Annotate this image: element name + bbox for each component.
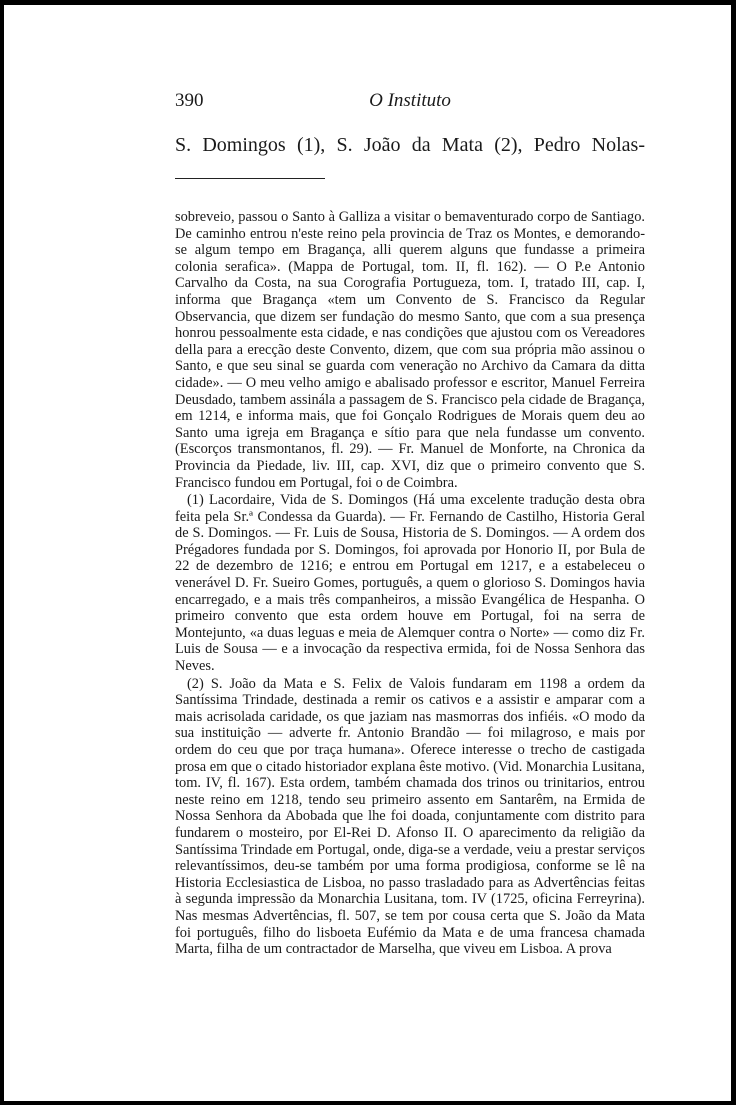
page-header xyxy=(175,90,645,114)
page-number: 390 xyxy=(175,90,204,111)
scan-border-top xyxy=(0,0,736,5)
scan-border-right xyxy=(731,0,736,1105)
footnote-1: (1) Lacordaire, Vida de S. Domingos (Há uma excelente tradução desta obra feita pela Sr.ª Condessa da Guarda). — Fr. Fernando de Castilho, Historia Geral de S. Domingos. — Fr. Luis de Sousa, Historia de S. Domingos. — A ordem dos Prégadores fundada por S. Domingos, foi aprovada por Honorio II, por Bula de 22 de dezembro de 1216; e entrou em Portugal em 1217, e a estabeleceu o venerável D. Fr. Sueiro Gomes, português, a quem o glorioso S. Domingos havia encarregado, e a mais três companheiros, a missão Evangélica de Hespanha. O primeiro convento que esta ordem houve em Portugal, foi na serra de Montejunto, «a duas leguas e meia de Alemquer contra o Norte» — como diz Fr. Luis de Sousa — e a invocação da respectiva ermida, foi de Nossa Senhora das Neves. xyxy=(175,492,645,675)
footnote-continuation: sobreveio, passou o Santo à Galliza a visitar o bemaventurado corpo de Santiago. De caminho entrou n'este reino pela provincia de Traz os Montes, e demorando-se algum tempo em Bragança, alli querem alguns que fundasse a primeira colonia serafica». (Mappa de Portugal, tom. II, fl. 162). — O P.e Antonio Carvalho da Costa, na sua Corografia Portugueza, tom. I, tratado III, cap. I, informa que Bragança «tem um Convento de S. Francisco da Regular Observancia, que dizem ser fundação do mesmo Santo, que com a sua presença honrou pessoalmente esta cidade, e nas condições que ajustou com os Vereadores della para a erecção deste Convento, dizem, que com sua própria mão assinou o Santo, e que seu sinal se guarda com veneração no Archivo da Camara da ditta cidade». — O meu velho amigo e abalisado professor e escritor, Manuel Ferreira Deusdado, tambem assinála a passagem de S. Francisco pela cidade de Bragança, em 1214, e informa mais, que foi Gonçalo Rodrigues de Morais quem deu ao Santo uma igreja em Bragança e sítio para que nela fundasse um convento. (Escorços transmontanos, fl. 29). — Fr. Manuel de Monforte, na Chronica da Provincia da Piedade, liv. III, cap. XVI, diz que o primeiro convento que S. Francisco fundou em Portugal, foi o de Coimbra. xyxy=(175,209,645,491)
main-text-line: S. Domingos (1), S. João da Mata (2), Pedro Nolas- xyxy=(175,134,645,156)
scan-border-bottom xyxy=(0,1101,736,1105)
book-page xyxy=(175,90,645,958)
scan-border-left xyxy=(0,0,4,1105)
footnote-2: (2) S. João da Mata e S. Felix de Valois fundaram em 1198 a ordem da Santíssima Trindade, destinada a remir os cativos e a assistir e amparar com a mais acrisolada caridade, os que jaziam nas masmorras dos infiéis. «O modo da sua instituição — adverte fr. Antonio Brandão — foi milagroso, e mais por ordem do ceu que por traça humana». Oferece interesse o trecho de castigada prosa em que o citado historiador explana êste motivo. (Vid. Monarchia Lusitana, tom. IV, fl. 167). Esta ordem, também chamada dos trinos ou trinitarios, entrou neste reino em 1218, tendo seu primeiro assento em Santarêm, na Ermida de Nossa Senhora da Abobada que lhe foi doada, conjuntamente com distrito para fundarem o mosteiro, por El-Rei D. Afonso II. O aparecimento da religião da Santíssima Trindade em Portugal, onde, diga-se a verdade, veiu a prestar serviços relevantíssimos, deu-se também por uma forma prodigiosa, conforme se lê na Historia Ecclesiastica de Lisboa, no passo trasladado para as Advertências feitas à segunda impressão da Monarchia Lusitana, tom. IV (1725, oficina Ferreyrina). Nas mesmas Advertências, fl. 507, se tem por cousa certa que S. João da Mata foi português, filho do lisboeta Eufémio da Mata e de uma francesa chamada Marta, filha de um contractador de Marselha, que viveu em Lisboa. A prova xyxy=(175,675,645,958)
footnotes xyxy=(175,209,645,958)
running-title: O Instituto xyxy=(369,90,451,111)
footnote-separator-rule xyxy=(175,178,325,179)
